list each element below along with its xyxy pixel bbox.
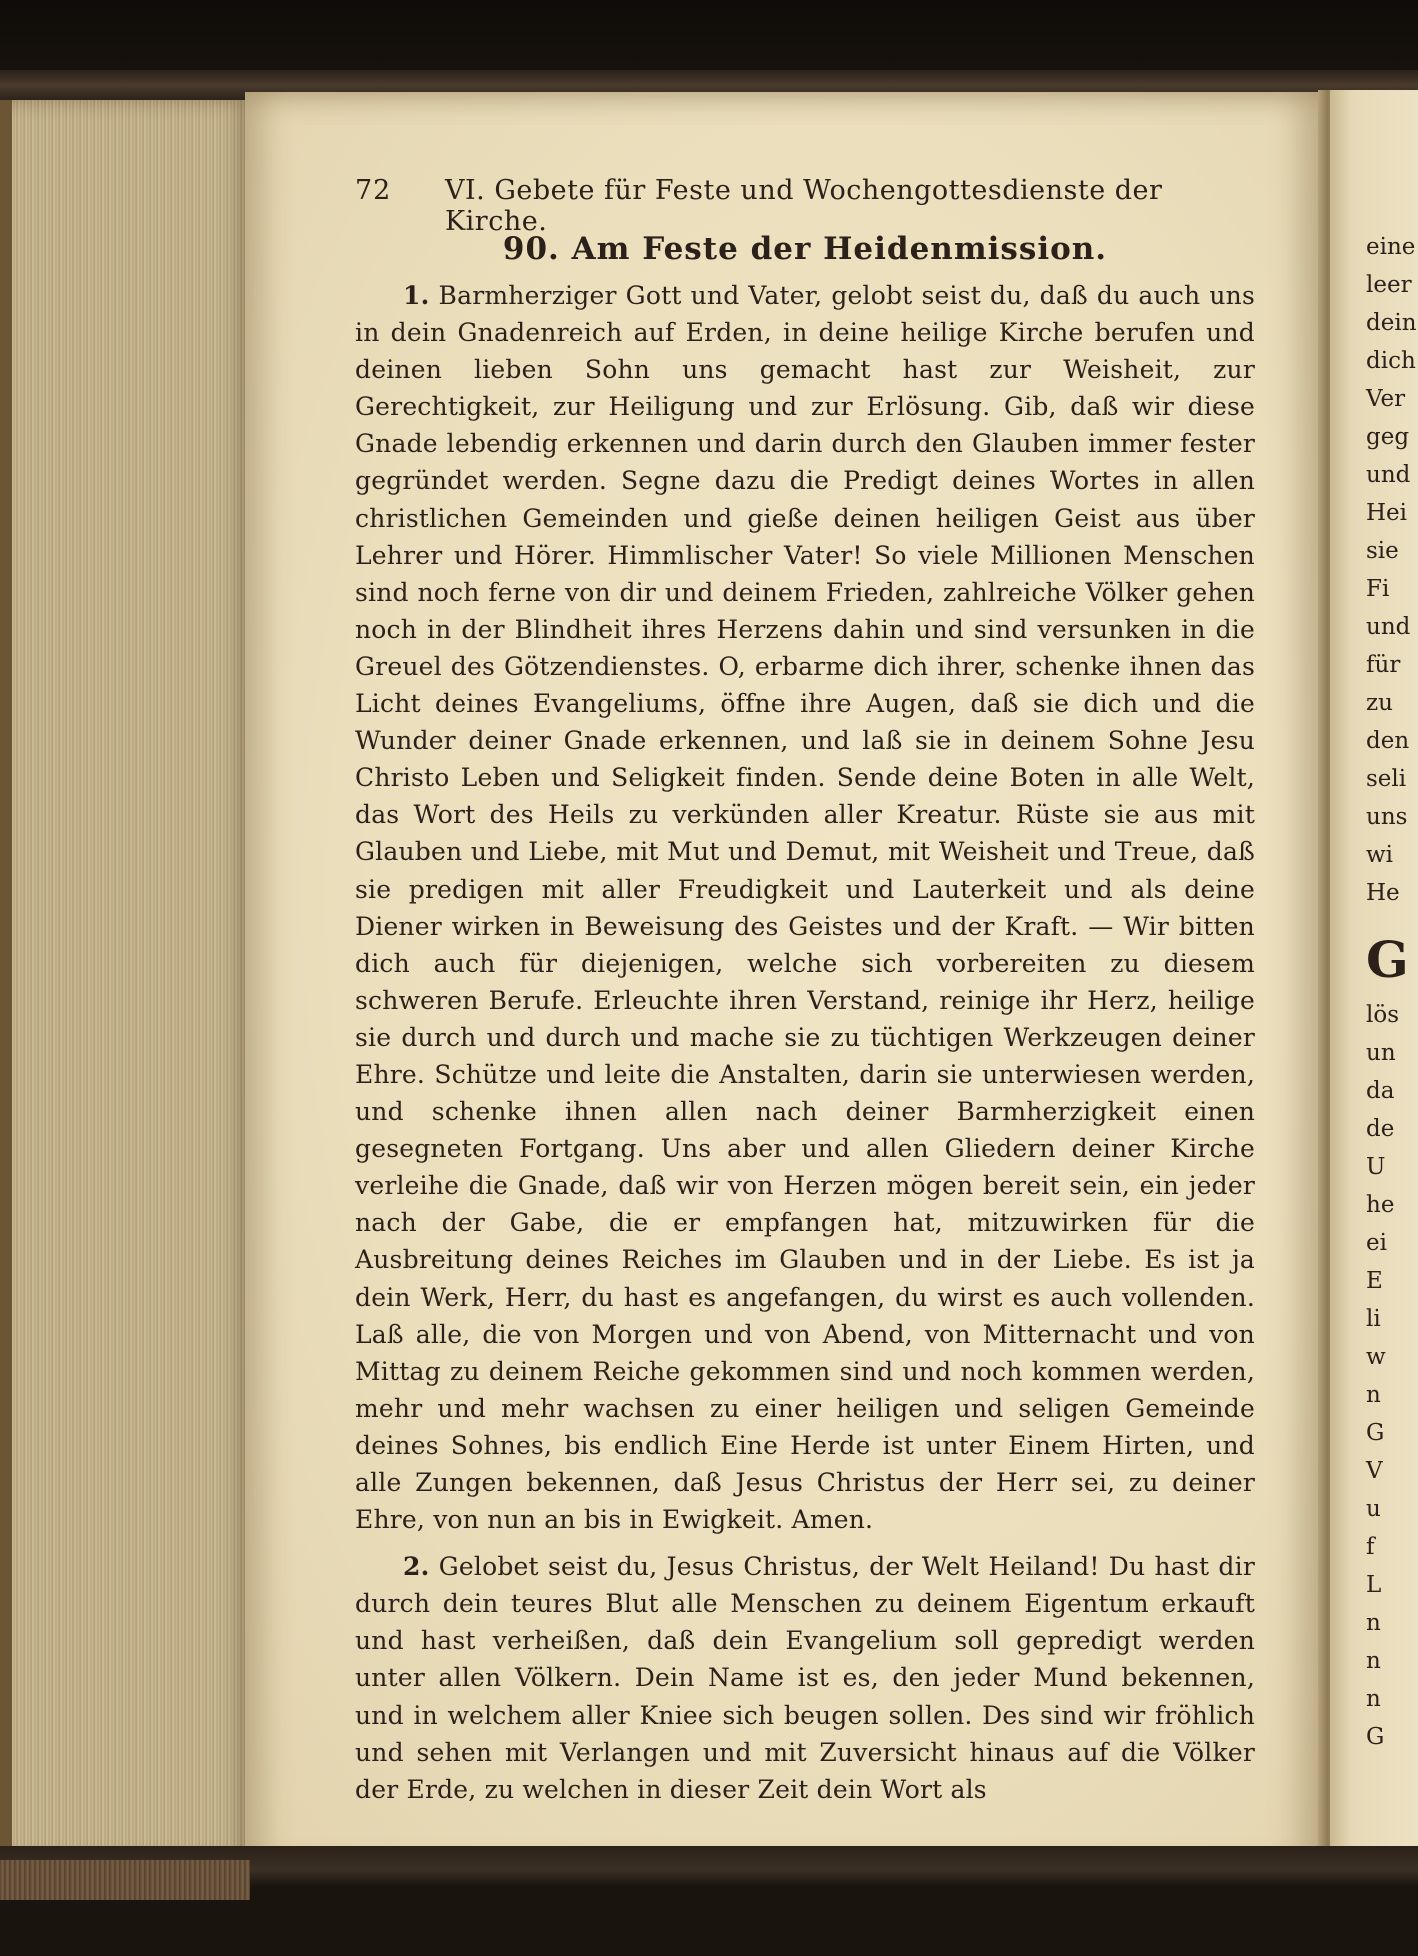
fragment-line: Ver [1366, 386, 1406, 412]
fragment-line: G [1366, 1420, 1385, 1446]
fragment-line: Fi [1366, 576, 1390, 602]
fragment-line: n [1366, 1610, 1381, 1636]
book-spine-edge [0, 100, 12, 1860]
fragment-line: dein [1366, 310, 1417, 336]
fragment-line: un [1366, 1040, 1396, 1066]
fragment-line: leer [1366, 272, 1412, 298]
page-number: 72 [355, 175, 392, 206]
fragment-line: n [1366, 1382, 1381, 1408]
right-page-fragments [1366, 228, 1418, 1756]
page-text-block [355, 175, 1255, 1808]
fragment-line: E [1366, 1268, 1383, 1294]
fragment-initial: G [1366, 930, 1409, 989]
page-stack-bottom [0, 1860, 250, 1900]
paragraph-text: Barmherziger Gott und Vater, gelobt seist du, daß du auch uns in dein Gnadenreich auf Erden, in deine heilige Kirche berufen und deinen lieben Sohn uns gemacht hast zur Weisheit, zur Gerechtigkeit, zur Heiligung und zur Erlösung. Gib, daß wir diese Gnade lebendig erkennen und darin durch den Glauben immer fester gegründet werden. Segne dazu die Predigt deines Wortes in allen christlichen Gemeinden und gieße deinen heiligen Geist aus über Lehrer und Hörer. Himmlischer Vater! So viele Millionen Menschen sind noch ferne von dir und deinem Frieden, zahlreiche Völker gehen noch in der Blindheit ihres Herzens dahin und sind versunken in die Greuel des Götzendienstes. O, erbarme dich ihrer, schenke ihnen das Licht deines Evangeliums, öffne ihre Augen, daß sie dich und die Wunder deiner Gnade erkennen, und laß sie in deinem Sohne Jesu Christo Leben und Seligkeit finden. Sende deine Boten in alle Welt, das Wort des Heils zu verkünden aller Kreatur. Rüste sie aus mit Glauben und Liebe, mit Mut und Demut, mit Weisheit und Treue, daß sie predigen mit aller Freudigkeit und Lauterkeit und als deine Diener wirken in Beweisung des Geistes und der Kraft. — Wir bitten dich auch für diejenigen, welche sich vorbereiten zu diesem schweren Berufe. Erleuchte ihren Verstand, reinige ihr Herz, heilige sie durch und durch und mache sie zu tüchtigen Werkzeugen deiner Ehre. Schütze und leite die Anstalten, darin sie unterwiesen werden, und schenke ihnen allen nach deiner Barmherzigkeit einen gesegneten Fortgang. Uns aber und allen Gliedern deiner Kirche verleihe die Gnade, daß wir von Herzen mögen bereit sein, ein jeder nach der Gabe, die er empfangen hat, mitzuwirken für die Ausbreitung deines Reiches im Glauben und in der Liebe. Es ist ja dein Werk, Herr, du hast es angefangen, du wirst es auch vollenden. Laß alle, die von Morgen und von Abend, von Mitternacht und von Mittag zu deinem Reiche gekommen sind und noch kommen werden, mehr und mehr wachsen zu einer heiligen und seligen Gemeinde deines Sohnes, bis endlich Eine Herde ist unter Einem Hirten, und alle Zungen bekennen, daß Jesus Christus der Herr sei, zu deiner Ehre, von nun an bis in Ewigkeit. Amen. [355, 281, 1255, 1535]
page-stack-left [0, 100, 250, 1860]
fragment-line: den [1366, 728, 1410, 754]
paragraph-number: 2. [403, 1552, 430, 1582]
fragment-line: w [1366, 1344, 1386, 1370]
fragment-line: G [1366, 1724, 1385, 1750]
fragment-line: dich [1366, 348, 1416, 374]
fragment-line: li [1366, 1306, 1381, 1332]
section-title: 90. Am Feste der Heidenmission. [502, 231, 1108, 267]
prayer-paragraph-1 [355, 277, 1255, 1538]
paragraph-number: 1. [403, 281, 430, 310]
fragment-line: und [1366, 614, 1411, 640]
fragment-line: lös [1366, 1002, 1400, 1028]
prayer-paragraph-2 [355, 1548, 1255, 1808]
fragment-line: U [1366, 1154, 1386, 1180]
page-header [355, 175, 1255, 237]
fragment-line: sie [1366, 538, 1399, 564]
fragment-line: für [1366, 652, 1401, 678]
paragraph-text: Gelobet seist du, Jesus Christus, der Welt Heiland! Du hast dir durch dein teures Blut alle Menschen zu deinem Eigentum erkauft und hast verheißen, daß dein Evangelium soll gepredigt werden unter allen Völkern. Dein Name ist es, den jeder Mund bekennen, und in welchem aller Kniee sich beugen sollen. Des sind wir fröhlich und sehen mit Verlangen und mit Zuversicht hinaus auf die Völker der Erde, zu welchen in dieser Zeit dein Wort als [355, 1552, 1255, 1804]
fragment-line: de [1366, 1116, 1395, 1142]
fragment-line: L [1366, 1572, 1382, 1598]
fragment-line: He [1366, 880, 1400, 906]
fragment-line: und [1366, 462, 1411, 488]
fragment-line: f [1366, 1534, 1375, 1560]
fragment-line: uns [1366, 804, 1408, 830]
fragment-line: n [1366, 1648, 1381, 1674]
fragment-line: ei [1366, 1230, 1387, 1256]
fragment-line: u [1366, 1496, 1381, 1522]
fragment-line: da [1366, 1078, 1395, 1104]
fragment-line: wi [1366, 842, 1394, 868]
running-head: VI. Gebete für Feste und Wochengottesdienste der Kirche. [445, 175, 1163, 237]
fragment-line: he [1366, 1192, 1395, 1218]
fragment-line: eine [1366, 234, 1416, 260]
fragment-line: geg [1366, 424, 1410, 450]
fragment-line: Hei [1366, 500, 1408, 526]
fragment-line: zu [1366, 690, 1393, 716]
fragment-line: V [1366, 1458, 1383, 1484]
fragment-line: n [1366, 1686, 1381, 1712]
fragment-line: seli [1366, 766, 1407, 792]
